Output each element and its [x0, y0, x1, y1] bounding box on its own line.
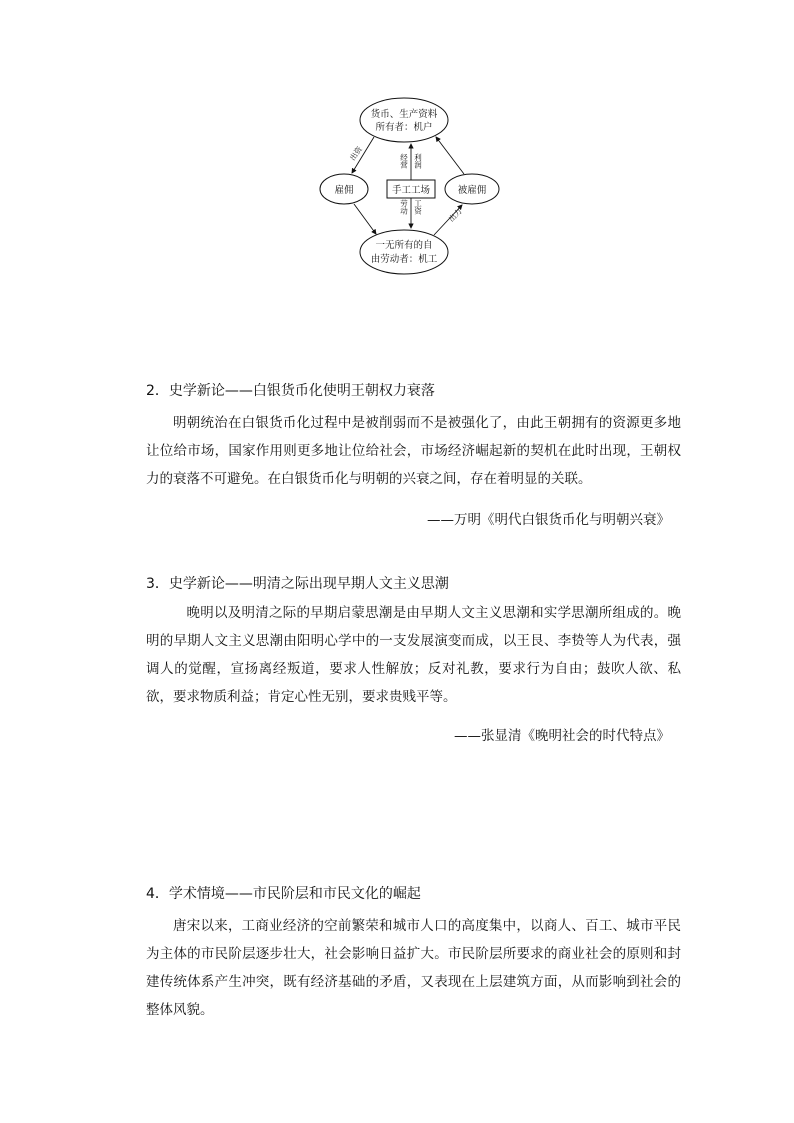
- section-2-paragraph: 明朝统治在白银货币化过程中是被削弱而不是被强化了，由此王朝拥有的资源更多地让位给市场，国家作用则更多地让位给社会，市场经济崛起新的契机在此时出现，王朝权力的衰落不可避免。在白银货币化与明朝的兴衰之间，存在着明显的关联。: [146, 415, 681, 487]
- label-wage: 工资: [413, 199, 423, 215]
- section-3-heading: 3．史学新论——明清之际出现早期人文主义思潮: [146, 576, 449, 592]
- arrow-employ-to-worker: [354, 204, 376, 234]
- section-3-source: ——张显清《晚明社会的时代特点》: [454, 728, 670, 744]
- label-labor: 劳动: [399, 199, 409, 215]
- label-labor-force: 出力: [446, 206, 464, 224]
- node-worker-line1: 一无所有的自: [375, 240, 433, 251]
- node-owner-line2: 所有者：机户: [375, 122, 433, 133]
- node-owner: [360, 98, 448, 142]
- node-worker: [360, 230, 448, 274]
- section-2-heading: 2．史学新论——白银货币化使明王朝权力衰落: [146, 383, 435, 399]
- section-3-paragraph: 晚明以及明清之际的早期启蒙思潮是由早期人文主义思潮和实学思潮所组成的。晚明的早期人文主义思潮由阳明心学中的一支发展演变而成，以王艮、李贽等人为代表，强调人的觉醒，宣扬离经叛道，要求人性解放；反对礼教，要求行为自由；鼓吹人欲、私欲，要求物质利益；肯定心性无别，要求贵贱平等。: [146, 605, 681, 705]
- label-invest: 出资: [347, 144, 364, 163]
- label-manage: 经营: [399, 153, 409, 169]
- section-4-heading: 4．学术情境——市民阶层和市民文化的崛起: [146, 886, 421, 902]
- arrow-employed-to-owner: [436, 137, 464, 174]
- node-owner-line1: 货币、生产资料: [370, 109, 438, 120]
- node-employ-label: 雇佣: [334, 185, 354, 196]
- section-4-paragraph: 唐宋以来，工商业经济的空前繁荣和城市人口的高度集中，以商人、百工、城市平民为主体的市民阶层逐步壮大，社会影响日益扩大。市民阶层所要求的商业社会的原则和封建传统体系产生冲突，既有经济基础的矛盾，又表现在上层建筑方面，从而影响到社会的整体风貌。: [146, 918, 681, 1018]
- node-worker-line2: 由劳动者：机工: [370, 254, 438, 265]
- node-employed-label: 被雇佣: [457, 185, 487, 196]
- node-workshop-label: 手工工场: [391, 185, 431, 196]
- section-2-source: ——万明《明代白银货币化与明朝兴衰》: [427, 512, 670, 528]
- label-profit: 利润: [413, 153, 423, 169]
- relationship-diagram: [300, 95, 510, 280]
